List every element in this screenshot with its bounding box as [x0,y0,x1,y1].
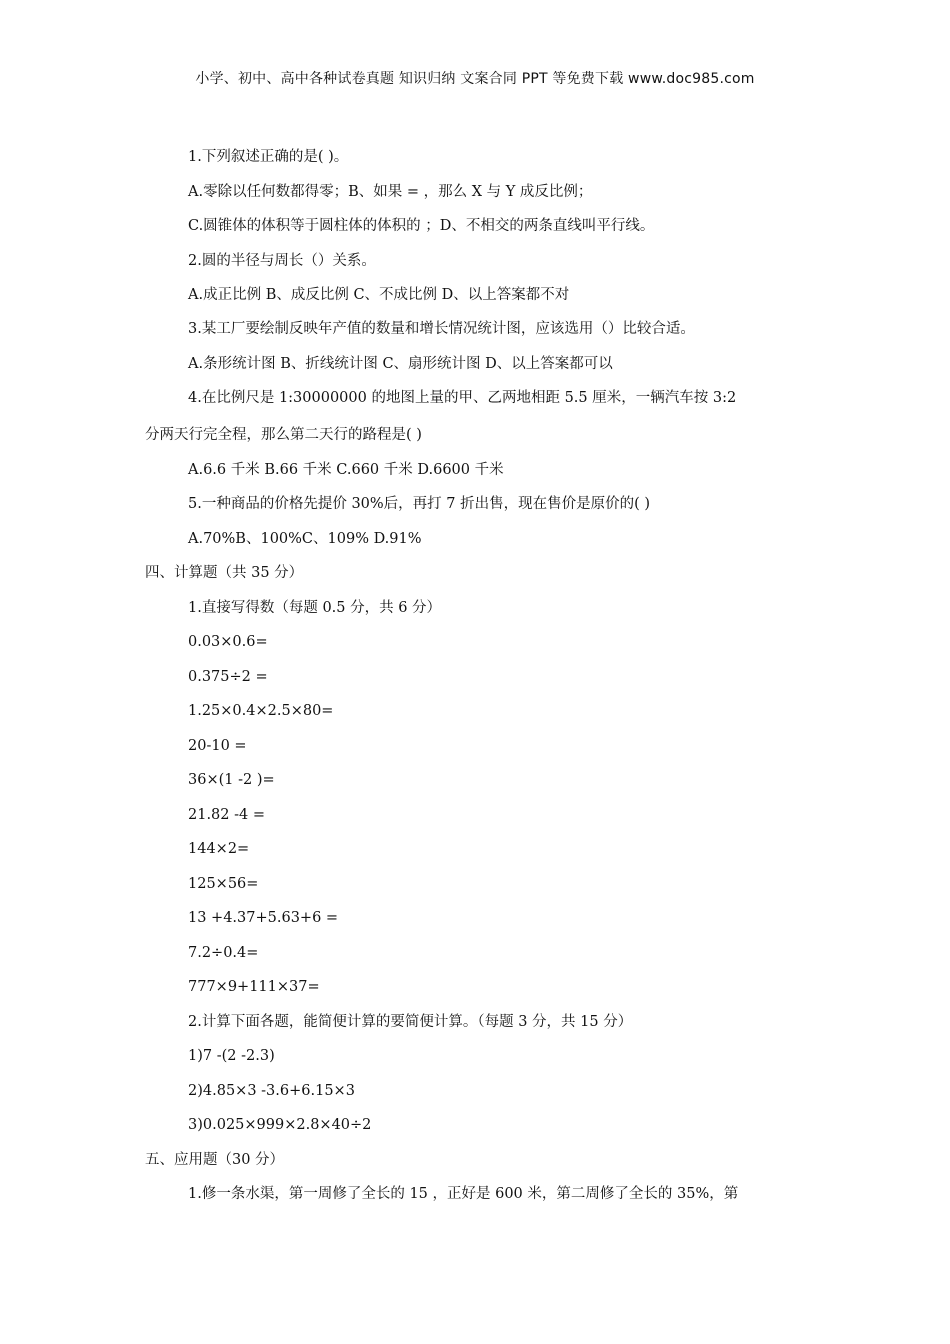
page-header: 小学、初中、高中各种试卷真题 知识归纳 文案合同 PPT 等免费下载 www.doc985.com [195,71,755,87]
calc-part2-item-1: 1)7 -(2 -2.3) [188,1048,275,1064]
calc-item-1: 0.03×0.6= [188,634,268,650]
calc-part1-heading: 1.直接写得数（每题 0.5 分，共 6 分） [188,600,442,616]
calc-item-5: 36×(1 -2 )= [188,772,275,788]
q2-stem: 2.圆的半径与周长（）关系。 [188,253,376,269]
section-four-heading: 四、计算题（共 35 分） [145,565,304,581]
q4-options: A.6.6 千米 B.66 千米 C.660 千米 D.6600 千米 [188,462,504,478]
q3-stem: 3.某工厂要绘制反映年产值的数量和增长情况统计图，应该选用（）比较合适。 [188,321,695,337]
q4-stem-line1: 4.在比例尺是 1:30000000 的地图上量的甲、乙两地相距 5.5 厘米，一辆汽车按 3:2 [188,390,737,406]
q1-options-ab: A.零除以任何数都得零；B、如果 = ，那么 X 与 Y 成反比例； [188,184,593,200]
q4-stem-line2: 分两天行完全程，那么第二天行的路程是( ) [145,427,422,443]
calc-item-2: 0.375÷2 = [188,669,268,685]
calc-item-11: 777×9+111×37= [188,979,320,995]
q3-options: A.条形统计图 B、折线统计图 C、扇形统计图 D、以上答案都可以 [188,356,613,372]
calc-item-6: 21.82 -4 = [188,807,266,823]
calc-part2-item-3: 3)0.025×999×2.8×40÷2 [188,1117,372,1133]
section-five-heading: 五、应用题（30 分） [145,1152,285,1168]
calc-item-4: 20-10 = [188,738,247,754]
calc-part2-item-2: 2)4.85×3 -3.6+6.15×3 [188,1083,355,1099]
q5-options: A.70%B、100%C、109% D.91% [188,531,422,547]
q1-stem: 1.下列叙述正确的是( )。 [188,149,349,165]
calc-item-10: 7.2÷0.4= [188,945,259,961]
calc-item-7: 144×2= [188,841,250,857]
q5-stem: 5.一种商品的价格先提价 30%后，再打 7 折出售，现在售价是原价的( ) [188,496,651,512]
calc-part2-heading: 2.计算下面各题，能简便计算的要简便计算。（每题 3 分，共 15 分） [188,1014,633,1030]
calc-item-9: 13 +4.37+5.63+6 = [188,910,339,926]
q1-options-cd: C.圆锥体的体积等于圆柱体的体积的 ；D、不相交的两条直线叫平行线。 [188,218,655,234]
app-q1-line1: 1.修一条水渠，第一周修了全长的 15 ，正好是 600 米，第二周修了全长的 35%，第 [188,1186,739,1202]
calc-item-3: 1.25×0.4×2.5×80= [188,703,334,719]
calc-item-8: 125×56= [188,876,259,892]
q2-options: A.成正比例 B、成反比例 C、不成比例 D、以上答案都不对 [188,287,570,303]
